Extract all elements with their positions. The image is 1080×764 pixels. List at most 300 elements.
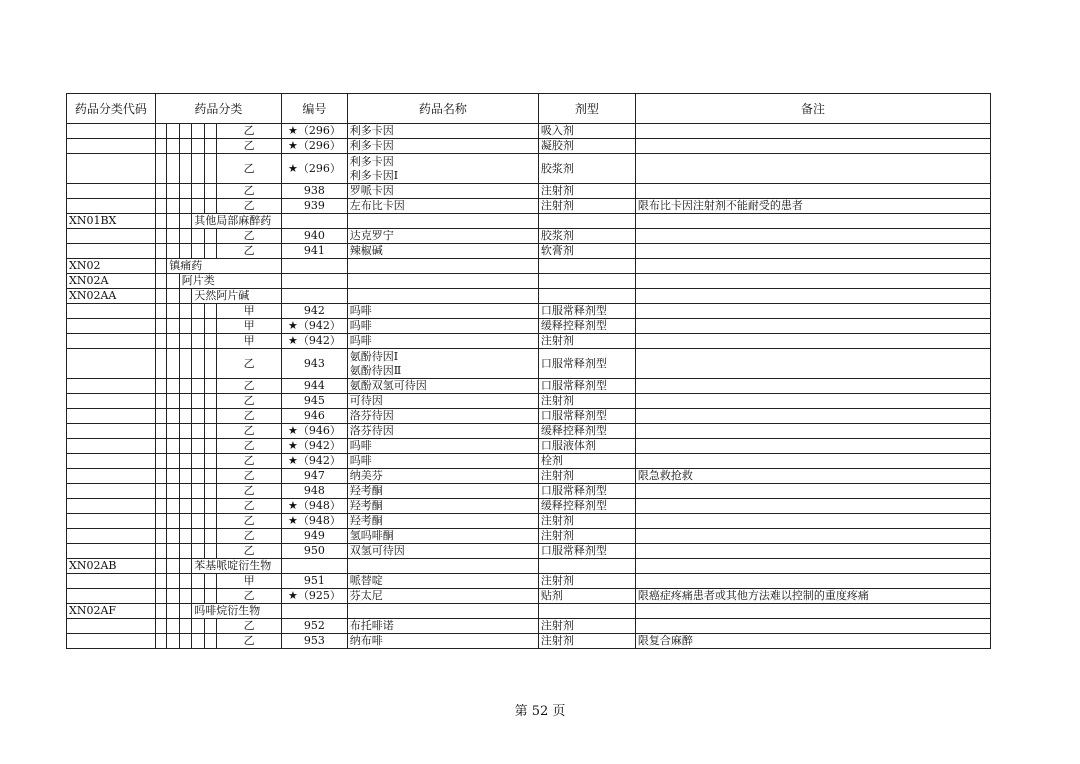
category-name: 天然阿片碱 [192,289,282,304]
indent-cell [167,574,180,589]
remarks: 限癌症疼痛患者或其他方法难以控制的重度疼痛 [635,589,990,604]
indent-cell [167,484,180,499]
indent-cell [155,124,166,139]
indent-cell [155,424,166,439]
indent-cell [155,589,166,604]
table-row [67,454,991,469]
category-name: 阿片类 [179,274,281,289]
level-cell: 乙 [217,619,282,634]
remarks-cell [635,274,990,289]
remarks [635,349,990,379]
indent-cell [167,124,180,139]
drug-number: ★（296） [282,154,348,184]
indent-cell [192,199,205,214]
category-row [67,214,991,229]
indent-cell [167,304,180,319]
indent-cell [179,514,192,529]
indent-cell [179,244,192,259]
indent-cell [192,124,205,139]
dosage-form: 口服常释剂型 [538,349,635,379]
drug-name-cell [347,274,538,289]
indent-cell [179,559,192,574]
indent-cell [192,484,205,499]
indent-cell [155,439,166,454]
indent-cell [179,424,192,439]
drug-name-line: 吗啡 [349,334,372,347]
drug-number: 950 [282,544,348,559]
indent-cell [167,409,180,424]
remarks [635,529,990,544]
drug-name [347,199,538,214]
category-code [67,574,156,589]
dosage-form-cell [538,259,635,274]
remarks [635,514,990,529]
indent-cell [167,529,180,544]
indent-cell [155,289,166,304]
drug-name-line: 达克罗宁 [349,229,394,242]
drug-name-line: 利多卡因 [349,139,394,152]
remarks [635,619,990,634]
level-cell: 乙 [217,244,282,259]
table-row [67,619,991,634]
indent-cell [167,469,180,484]
category-code [67,589,156,604]
remarks [635,454,990,469]
drug-name [347,244,538,259]
category-name: 吗啡烷衍生物 [192,604,282,619]
dosage-form: 贴剂 [538,589,635,604]
drug-name-line: 氨酚待因Ⅱ [349,363,402,377]
indent-cell [155,499,166,514]
drug-name [347,349,538,379]
drug-number: 948 [282,484,348,499]
level-cell: 乙 [217,454,282,469]
remarks [635,499,990,514]
indent-cell [167,334,180,349]
category-code: XN02AF [67,604,156,619]
drug-name [347,184,538,199]
category-name: 其他局部麻醉药 [192,214,282,229]
indent-cell [192,529,205,544]
indent-cell [192,184,205,199]
remarks [635,379,990,394]
header-number: 编号 [282,94,348,124]
table-row [67,544,991,559]
number-cell [282,559,348,574]
dosage-form-cell [538,559,635,574]
drug-name-line: 氨酚双氢可待因 [349,379,427,392]
indent-cell [192,319,205,334]
dosage-form: 栓剂 [538,454,635,469]
level-cell: 乙 [217,424,282,439]
remarks [635,424,990,439]
drug-name [347,514,538,529]
drug-number: 949 [282,529,348,544]
drug-name [347,304,538,319]
category-row [67,289,991,304]
dosage-form: 注射剂 [538,529,635,544]
indent-cell [155,274,166,289]
indent-cell [155,154,166,184]
indent-cell [192,424,205,439]
drug-number: 944 [282,379,348,394]
indent-cell [155,634,166,649]
number-cell [282,259,348,274]
drug-name [347,139,538,154]
indent-cell [167,184,180,199]
dosage-form: 缓释控释剂型 [538,499,635,514]
drug-name-line: 可待因 [349,394,383,407]
indent-cell [192,439,205,454]
indent-cell [204,349,217,379]
indent-cell [192,244,205,259]
indent-cell [155,184,166,199]
indent-cell [155,379,166,394]
drug-name [347,154,538,184]
drug-name-line: 吗啡 [349,454,372,467]
indent-cell [192,454,205,469]
indent-cell [179,214,192,229]
indent-cell [167,499,180,514]
drug-number: 945 [282,394,348,409]
indent-cell [155,244,166,259]
level-cell: 乙 [217,514,282,529]
remarks [635,154,990,184]
table-row [67,184,991,199]
indent-cell [167,274,180,289]
indent-cell [167,214,180,229]
category-code [67,469,156,484]
indent-cell [192,469,205,484]
drug-name-cell [347,289,538,304]
level-cell: 乙 [217,484,282,499]
indent-cell [167,319,180,334]
category-row [67,274,991,289]
drug-number: 946 [282,409,348,424]
indent-cell [179,124,192,139]
indent-cell [167,229,180,244]
indent-cell [155,259,166,274]
indent-cell [179,634,192,649]
drug-number: 952 [282,619,348,634]
indent-cell [192,544,205,559]
category-code [67,154,156,184]
table-row [67,319,991,334]
category-row [67,604,991,619]
drug-name [347,124,538,139]
remarks [635,439,990,454]
indent-cell [167,244,180,259]
category-code: XN01BX [67,214,156,229]
dosage-form: 注射剂 [538,334,635,349]
category-name: 苯基哌啶衍生物 [192,559,282,574]
indent-cell [155,469,166,484]
level-cell: 甲 [217,334,282,349]
drug-name-line: 利多卡因 [349,124,394,137]
table-row [67,499,991,514]
indent-cell [192,139,205,154]
indent-cell [204,574,217,589]
indent-cell [155,139,166,154]
drug-name-cell [347,259,538,274]
level-cell: 乙 [217,499,282,514]
drug-name-line: 羟考酮 [349,514,383,527]
table-row [67,334,991,349]
indent-cell [155,334,166,349]
level-cell: 乙 [217,184,282,199]
indent-cell [155,619,166,634]
drug-name [347,619,538,634]
level-cell: 甲 [217,574,282,589]
drug-number: ★（942） [282,454,348,469]
drug-name-line: 左布比卡因 [349,199,405,212]
indent-cell [179,499,192,514]
indent-cell [179,154,192,184]
category-code [67,394,156,409]
drug-name-line: 布托啡诺 [349,619,394,632]
indent-cell [204,124,217,139]
drug-name-line: 羟考酮 [349,499,383,512]
drug-number: ★（942） [282,439,348,454]
category-row [67,259,991,274]
indent-cell [155,514,166,529]
indent-cell [204,334,217,349]
category-code [67,529,156,544]
dosage-form-cell [538,604,635,619]
indent-cell [179,484,192,499]
dosage-form: 软膏剂 [538,244,635,259]
drug-name [347,229,538,244]
drug-name-line: 双氢可待因 [349,544,405,557]
indent-cell [192,574,205,589]
level-cell: 乙 [217,229,282,244]
indent-cell [192,589,205,604]
remarks [635,244,990,259]
drug-number: ★（942） [282,319,348,334]
dosage-form: 凝胶剂 [538,139,635,154]
drug-number: ★（296） [282,124,348,139]
dosage-form: 注射剂 [538,184,635,199]
category-row [67,559,991,574]
drug-name-line: 芬太尼 [349,589,383,602]
indent-cell [167,514,180,529]
category-code [67,454,156,469]
category-code: XN02AA [67,289,156,304]
indent-cell [192,619,205,634]
indent-cell [204,394,217,409]
indent-cell [167,619,180,634]
indent-cell [155,409,166,424]
drug-name [347,499,538,514]
drug-name [347,424,538,439]
table-row [67,349,991,379]
category-code [67,619,156,634]
drug-name-line: 洛芬待因 [349,409,394,422]
drug-number: 938 [282,184,348,199]
remarks [635,334,990,349]
category-code [67,184,156,199]
level-cell: 乙 [217,154,282,184]
indent-cell [204,139,217,154]
drug-name [347,454,538,469]
level-cell: 甲 [217,304,282,319]
drug-name-cell [347,214,538,229]
remarks: 限布比卡因注射剂不能耐受的患者 [635,199,990,214]
drug-name-line: 罗哌卡因 [349,184,394,197]
category-code [67,409,156,424]
drug-number: 951 [282,574,348,589]
category-code [67,514,156,529]
drug-name-line: 利多卡因 [349,154,394,168]
dosage-form: 缓释控释剂型 [538,424,635,439]
remarks [635,229,990,244]
level-cell: 乙 [217,139,282,154]
drug-name [347,439,538,454]
category-code [67,199,156,214]
indent-cell [155,604,166,619]
indent-cell [179,139,192,154]
drug-number: ★（296） [282,139,348,154]
indent-cell [155,199,166,214]
dosage-form: 胶浆剂 [538,229,635,244]
drug-name-line: 吗啡 [349,319,372,332]
indent-cell [179,229,192,244]
level-cell: 乙 [217,634,282,649]
category-code [67,124,156,139]
indent-cell [204,634,217,649]
indent-cell [204,544,217,559]
drug-number: 953 [282,634,348,649]
dosage-form-cell [538,289,635,304]
table-row [67,514,991,529]
category-code [67,229,156,244]
indent-cell [179,574,192,589]
category-code [67,334,156,349]
drug-name [347,529,538,544]
indent-cell [167,289,180,304]
drug-name [347,379,538,394]
remarks: 限急救抢救 [635,469,990,484]
remarks: 限复合麻醉 [635,634,990,649]
dosage-form: 口服常释剂型 [538,379,635,394]
indent-cell [179,469,192,484]
category-code [67,304,156,319]
indent-cell [179,604,192,619]
remarks-cell [635,559,990,574]
table-row [67,154,991,184]
table-row [67,484,991,499]
drug-number: 943 [282,349,348,379]
level-cell: 乙 [217,439,282,454]
category-code [67,544,156,559]
number-cell [282,274,348,289]
indent-cell [155,484,166,499]
indent-cell [167,154,180,184]
indent-cell [204,424,217,439]
remarks [635,124,990,139]
drug-name [347,334,538,349]
drug-name-line: 利多卡因Ⅰ [349,168,399,182]
table-row [67,409,991,424]
table-row [67,439,991,454]
dosage-form: 口服常释剂型 [538,484,635,499]
drug-name [347,319,538,334]
indent-cell [179,184,192,199]
indent-cell [167,379,180,394]
indent-cell [155,529,166,544]
category-code [67,484,156,499]
indent-cell [204,454,217,469]
drug-name-line: 氨酚待因Ⅰ [349,349,399,363]
indent-cell [192,229,205,244]
indent-cell [179,334,192,349]
indent-cell [204,229,217,244]
drug-number: 947 [282,469,348,484]
drug-name [347,469,538,484]
drug-name [347,574,538,589]
indent-cell [192,514,205,529]
indent-cell [179,379,192,394]
remarks [635,394,990,409]
dosage-form: 注射剂 [538,514,635,529]
indent-cell [155,214,166,229]
dosage-form-cell [538,214,635,229]
indent-cell [204,619,217,634]
level-cell: 乙 [217,529,282,544]
drug-name-line: 纳布啡 [349,634,383,647]
remarks-cell [635,259,990,274]
indent-cell [167,589,180,604]
indent-cell [155,319,166,334]
drug-table [66,93,991,649]
table-row [67,634,991,649]
level-cell: 乙 [217,124,282,139]
header-drug-name: 药品名称 [347,94,538,124]
indent-cell [167,544,180,559]
drug-name [347,544,538,559]
drug-name-line: 纳美芬 [349,469,383,482]
indent-cell [192,349,205,379]
table-row [67,139,991,154]
drug-number: 941 [282,244,348,259]
table-row [67,244,991,259]
indent-cell [204,154,217,184]
drug-name-cell [347,604,538,619]
indent-cell [192,304,205,319]
indent-cell [192,379,205,394]
remarks [635,184,990,199]
indent-cell [179,319,192,334]
drug-number: ★（946） [282,424,348,439]
table-row [67,199,991,214]
drug-name [347,589,538,604]
indent-cell [155,394,166,409]
category-code [67,499,156,514]
level-cell: 乙 [217,199,282,214]
table-row [67,469,991,484]
category-code: XN02A [67,274,156,289]
drug-name [347,484,538,499]
indent-cell [204,304,217,319]
indent-cell [192,394,205,409]
indent-cell [179,529,192,544]
indent-cell [192,409,205,424]
level-cell: 乙 [217,469,282,484]
table-row [67,394,991,409]
number-cell [282,214,348,229]
level-cell: 甲 [217,319,282,334]
dosage-form: 注射剂 [538,574,635,589]
